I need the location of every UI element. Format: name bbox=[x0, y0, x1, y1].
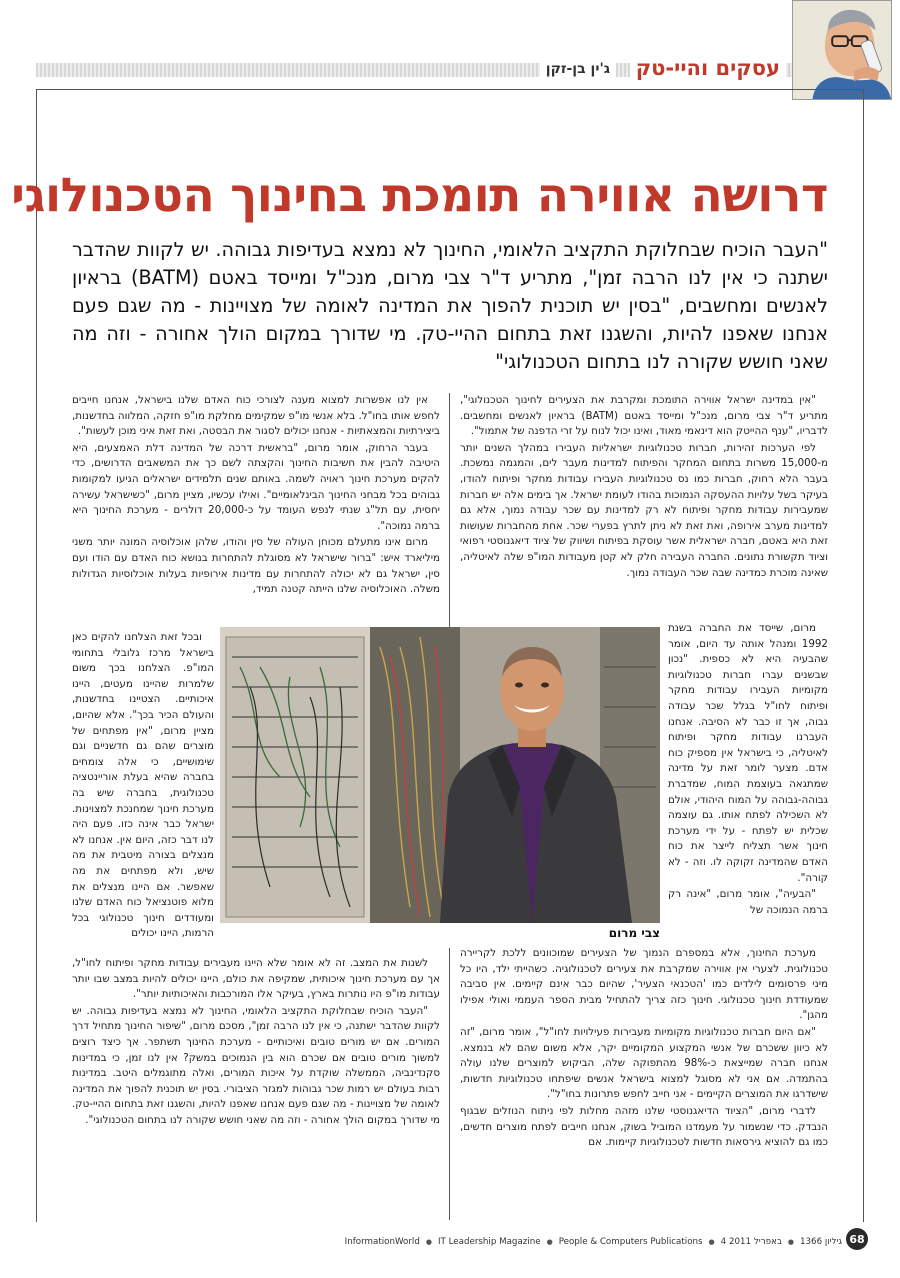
column-left-bottom bbox=[72, 956, 440, 1220]
article-headline: דרושה אווירה תומכת בחינוך הטכנולוגי bbox=[11, 168, 828, 223]
column-left-narrow bbox=[72, 630, 214, 952]
footer-site: InformationWorld bbox=[344, 1237, 420, 1247]
column-divider-bottom bbox=[449, 948, 450, 1220]
page-number: 68 bbox=[846, 1228, 868, 1250]
footer-date: 4 באפריל 2011 bbox=[720, 1237, 782, 1247]
paragraph: ובכל זאת הצלחנו להקים כאן בישראל מרכז גלובלי בתחומי המו"פ. הצלחנו בכך משום שלמרות שהיינו מעטים, היינו איכותיים. הצטיינו בחדשנות, והעולם הכיר בכך". אלא שהיום, מציין מרום, "אין מפתחים של מוצרים שהם גם חדשניים וגם שימושיים, כי אלה צומחים בחברה שהיא בעלת אוריינטציה טכנולוגית, בחברה שיש בה מערכת חינוך שמחנכת למצוינות. ישראל כבר אינה כזו. פעם היה לנו דבר כזה, היום אין. אנחנו לא מנצלים בצורה מיטבית את מה שיש, ולא מפתחים את מה שאפשר. אם היינו מנצלים את מלוא פוטנציאל כוח האדם שלנו ומעודדים חינוך טכנולוגי בכל הרמות, היינו יכולים bbox=[72, 631, 214, 940]
paragraph: מרום אינו מתעלם מכוחן העולה של סין והודו, שלהן אוכלוסיה המונה יותר משני מיליארד איש: "ברור שישראל לא מסוגלת להתחרות בנושא כוח האדם עם הודו ועם סין, ישראל גם לא יכולה להתחרות עם מדינות אירופיות בעלות אוכלוסיות הגדולות משלה. האוכלוסיה שלנו הייתה קטנה תמיד, bbox=[72, 536, 440, 596]
bullet-icon: ● bbox=[708, 1238, 715, 1246]
section-title: עסקים והיי-טק bbox=[630, 56, 786, 80]
paragraph: "אין במדינה ישראל אווירה התומכת ומקרבת את הצעירים לחינוך הטכנולוגי", מתריע ד"ר צבי מרום, מנכ"ל ומייסד באטם (BATM) בראיון לאנשים ומחשבים. לדבריו, "ענף ההייטק הוא דינאמי מאוד, ואינו יכול לנוח על זרי הדפנה של אתמול". bbox=[460, 394, 828, 438]
column-right-bottom bbox=[460, 946, 828, 1220]
left-rule bbox=[36, 89, 37, 1222]
bullet-icon: ● bbox=[546, 1238, 553, 1246]
article-lead: "העבר הוכיח שבחלוקת התקציב הלאומי, החינוך לא נמצא בעדיפות גבוהה. יש לקוות שהדבר ישתנה כי אין לנו הרבה זמן", מתריע ד"ר צבי מרום, מנכ"ל ומייסד באטם (BATM) בראיון לאנשים ומחשבים, "בסין יש תוכנית להפוך את המדינה לאומה של מצויינות - מה שגם פעם אנחנו שאפנו להיות, והשגנו זאת בתחום ההיי-טק. מי שדורך במקום הולך אחורה - וזה מה שאני חושש שקורה לנו בתחום הטכנולוגי" bbox=[72, 238, 828, 373]
footer-publisher: People & Computers Publications bbox=[558, 1237, 703, 1247]
paragraph: לדברי מרום, "הציוד הדיאגנוסטי שלנו מזהה מחלות לפי ניתוח הנוזלים שבגוף הנבדק. כדי שנשמור על מעמדנו המוביל בשוק, אנחנו חייבים לפתח מוצרים חדשים, כמו גם להוציא גירסאות חדשות לטכנולוגיות קיימות. אם bbox=[460, 1104, 828, 1149]
paragraph: לפי הערכות זהירות, חברות טכנולוגיות ישראליות העבירו במהלך השנים יותר מ-15,000 משרות בתחום המחקר והפיתוח למדינות מעבר לים, והמגמה נמשכת. בעבר הלא רחוק, חברות כמו נס טכנולוגיות העבירו עבודות מחקר ופיתוח להודו, בעיקר בשל עלויות ההעסקה הנמוכות בהודו לעומת ישראל. אך בימים אלה יש חברות שמעבירות עבודות מחקר ופיתוח לא רק למדינות עם שכר עבודה נמוך, אלא גם למדינות מערב אירופה, ואת זאת לא ניתן לתרץ בפערי שכר. אחת מהחברות שעושות זאת היא באטם, חברה ישראלית אשר עוסקת בפיתוח ושיווק של ציוד דיאגנוסטי רפואי וציוד תקשורת נתונים. החברה העבירה חלק לא קטן מעבודות המו"פ שלה לאיטליה, שאינה מוכרת כמדינה שבה שכר העבודה נמוך. bbox=[460, 441, 828, 579]
right-rule bbox=[863, 89, 864, 1222]
paragraph: בעבר הרחוק, אומר מרום, "בראשית דרכה של המדינה דלת האמצעים, היא היטיבה להבין את חשיבות החינוך והקצתה לשם כך את המשאבים הדרושים, כדי להקים מערכת חינוך ראויה לשמה. באותם שנים תלמידים ישראלים הגיעו למקומות גבוהים בכל מבחני החינוך הבינלאומיים". ואילו עכשיו, מציין מרום, "כשישראל עשירה יחסית, עם תל"ג שנתי לנפש העומד על כ-20,000 דולרים - מערכת החינוך היא ברמה נמוכה". bbox=[72, 441, 440, 532]
paragraph: מערכת החינוך, אלא במספרם הנמוך של הצעירים שמוכוונים ללכת לקריירה טכנולוגית. לצערי אין אווירה שמקרבת את צעירים לטכנולוגיה. כשהייתי ילד, היו כל מיני פרסומים לילדים כמו 'הטכנאי הצעיר', שהיום כבר אינם קיימים. אין סביבה שמעודדת חינוך טכנולוגי. חינוך כזה צריך להתחיל מבית הספר העממי ואולי אפילו מהגן". bbox=[460, 947, 828, 1022]
article-photo bbox=[220, 627, 660, 923]
paragraph: לשנות את המצב. זה לא אומר שלא היינו מעבירים עבודות מחקר ופיתוח לחו"ל, אך עם מערכת חינוך איכותית, שמקיפה את כולם, היינו יכולים להיות במצב שבו יותר עבודות מו"פ היו נותרות בארץ, בעיקר אלו המורכבות והאיכותיות יותר". bbox=[72, 957, 440, 1001]
bullet-icon: ● bbox=[787, 1238, 794, 1246]
paragraph: "אם היום חברות טכנולוגיות מקומיות מעבירות פעילויות לחו"ל", אומר מרום, "זה לא כיוון ששכרם של אנשי המקצוע המקומיים יקר, אלא משום שהם לא בנמצא. אנחנו חברה שמייצאת כ-98% מהתפוקה שלה, הביקוש למוצרים שלנו עולה בהתמדה. אם אני לא מסוגל למצוא בישראל אנשים שיפתחו טכנולוגיות חדשות, שישדרגו את המוצרים הקיימים - אני חייב לחפש פתרונות בחו"ל". bbox=[460, 1025, 828, 1101]
footer-magazine: IT Leadership Magazine bbox=[437, 1237, 541, 1247]
paragraph: "העבר הוכיח שבחלוקת התקציב הלאומי, החינוך לא נמצא בעדיפות גבוהה. יש לקוות שהדבר ישתנה, כי אין לנו הרבה זמן", מסכם מרום, "שיפור החינוך מתחיל דרך המורים. אם יש מורים טובים ואיכותיים - מערכת החינוך תשתפר. אך כיצד רוצים למשוך מורים טובים אם שכרם הוא בין הנמוכים במשק? אין לנו זמן, כי במדינות סקנדינביה, הממשלה שוקדת על איכות המורים, ואלה מתוגמלים היטב. במדינות רבות בעולם יש רמות שכר גבוהות למגזר הציבורי. בסין יש תוכנית להפוך את המדינה לאומה של מצויינות - מה שגם פעם אנחנו שאפנו להיות, והשגנו זאת בתחום ההיי-טק. מי שדורך במקום הולך אחורה - וזה מה שאני חושש שקורה לנו בתחום הטכנולוגי". bbox=[72, 1004, 440, 1126]
paragraph: מרום, שייסד את החברה בשנת 1992 ומנהל אותה עד היום, אומר שהבעיה היא לא כספית. "נכון שבשנים עברו חברות טכנולוגיות מקומיות העבירו עבודות מחקר ופיתוח לחו"ל בגלל שכר עבודה גבוה, אך זו כבר לא הסיבה. אנחנו העברנו עבודות מחקר ופיתוח לאיטליה, כי בישראל אין מספיק כוח אדם. מצער לומר זאת על מדינה שמתגאה בעוצמת המוח, שמדברת גבוהה-גבוהה על המוח היהודי, אולם לא השכילה לפתח אותו. גם עוצמה שכלית יש לפתח - על ידי מערכת חינוך אשר תצליח לייצר את כוח האדם שהמדינה זקוקה לו. וזה - לא קורה". bbox=[668, 622, 828, 884]
top-rule bbox=[36, 89, 864, 90]
footer-issue: גיליון 1366 bbox=[799, 1237, 842, 1247]
photo-caption: צבי מרום bbox=[608, 926, 660, 940]
paragraph: אין לנו אפשרות למצוא מענה לצורכי כוח האדם שלנו בישראל, אנחנו חייבים לחפש אותו בחו"ל. בלא אנשי מו"פ שמקימים מחלקת מו"פ חזקה, המלווה בחדשנות, ביצירתיות והמצאתיות - אנחנו יכולים לסגור את הבסטה, ואת זאת איני מוכן לעשות". bbox=[72, 394, 440, 438]
columnist-photo bbox=[792, 0, 892, 100]
page-footer bbox=[344, 1232, 842, 1252]
bullet-icon: ● bbox=[425, 1238, 432, 1246]
column-divider-top bbox=[449, 393, 450, 627]
server-room-portrait-icon bbox=[220, 627, 660, 923]
column-left-top bbox=[72, 393, 440, 627]
paragraph: "הבעיה", אומר מרום, "אינה רק ברמה הנמוכה של bbox=[668, 888, 828, 916]
column-right-top bbox=[460, 393, 828, 615]
column-right-narrow bbox=[668, 621, 828, 939]
author-name: ג'ין בן-זקן bbox=[540, 59, 616, 79]
columnist-portrait-icon bbox=[793, 1, 891, 99]
section-header bbox=[36, 56, 792, 80]
